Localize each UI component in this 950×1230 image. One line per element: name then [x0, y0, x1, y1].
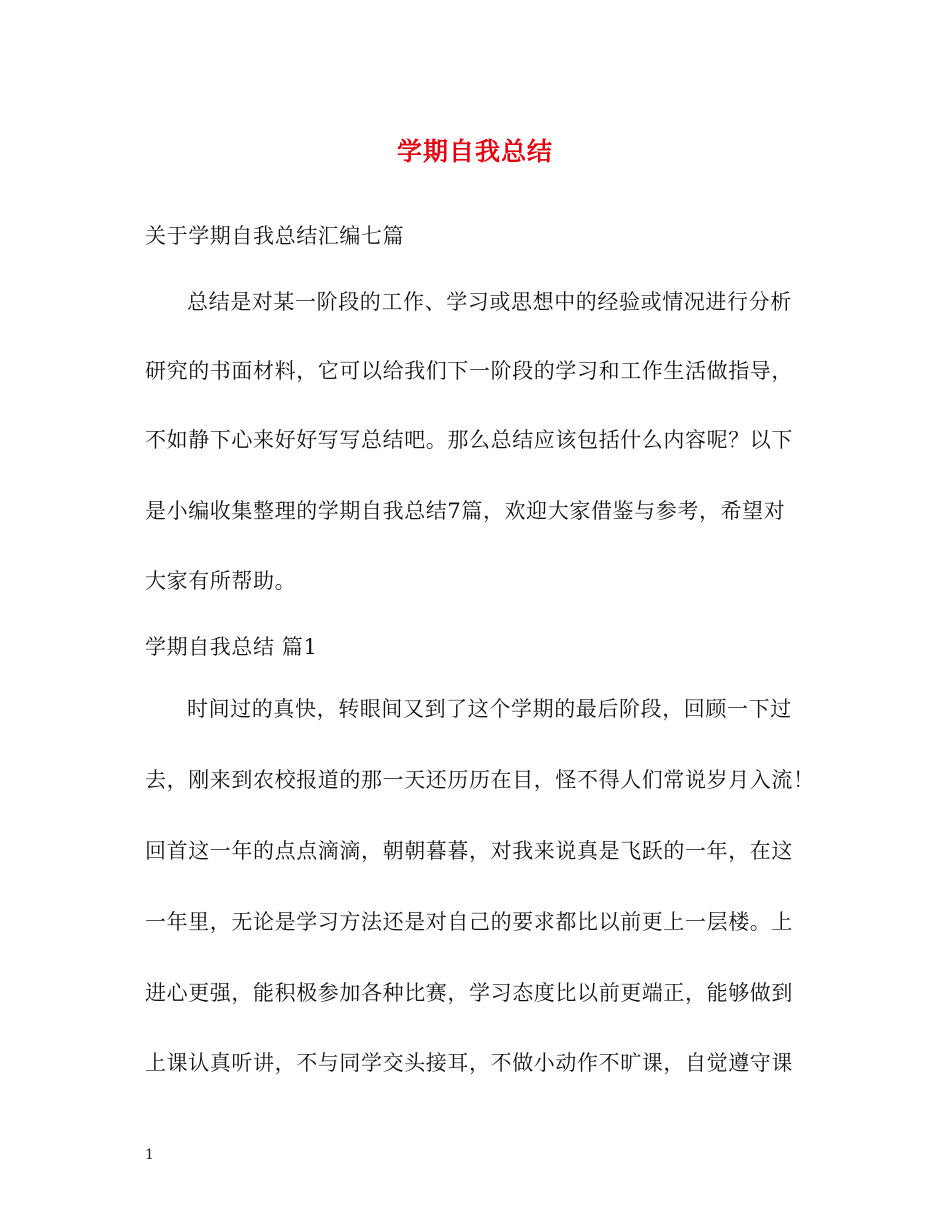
document-subtitle: 关于学期自我总结汇编七篇	[145, 224, 405, 248]
intro-line: 大家有所帮助。	[145, 569, 297, 593]
document-title: 学期自我总结	[396, 137, 553, 166]
body-line: 去，刚来到农校报道的那一天还历历在目，怪不得人们常说岁月入流！	[145, 768, 815, 792]
intro-line: 研究的书面材料，它可以给我们下一阶段的学习和工作生活做指导，	[145, 359, 793, 383]
body-line: 上课认真听讲，不与同学交头接耳，不做小动作不旷课，自觉遵守课	[145, 1051, 793, 1075]
intro-line: 是小编收集整理的学期自我总结7篇，欢迎大家借鉴与参考，希望对	[145, 499, 786, 523]
body-line: 一年里，无论是学习方法还是对自己的要求都比以前更上一层楼。上	[145, 910, 793, 934]
page-number: 1	[145, 1147, 154, 1163]
intro-line: 不如静下心来好好写写总结吧。那么总结应该包括什么内容呢？以下	[145, 428, 793, 452]
body-line: 回首这一年的点点滴滴，朝朝暮暮，对我来说真是飞跃的一年，在这	[145, 839, 793, 863]
section-heading: 学期自我总结 篇1	[145, 635, 318, 659]
body-line: 时间过的真快，转眼间又到了这个学期的最后阶段，回顾一下过	[187, 697, 792, 721]
body-line: 进心更强，能积极参加各种比赛，学习态度比以前更端正，能够做到	[145, 981, 793, 1005]
intro-line: 总结是对某一阶段的工作、学习或思想中的经验或情况进行分析	[187, 290, 792, 314]
